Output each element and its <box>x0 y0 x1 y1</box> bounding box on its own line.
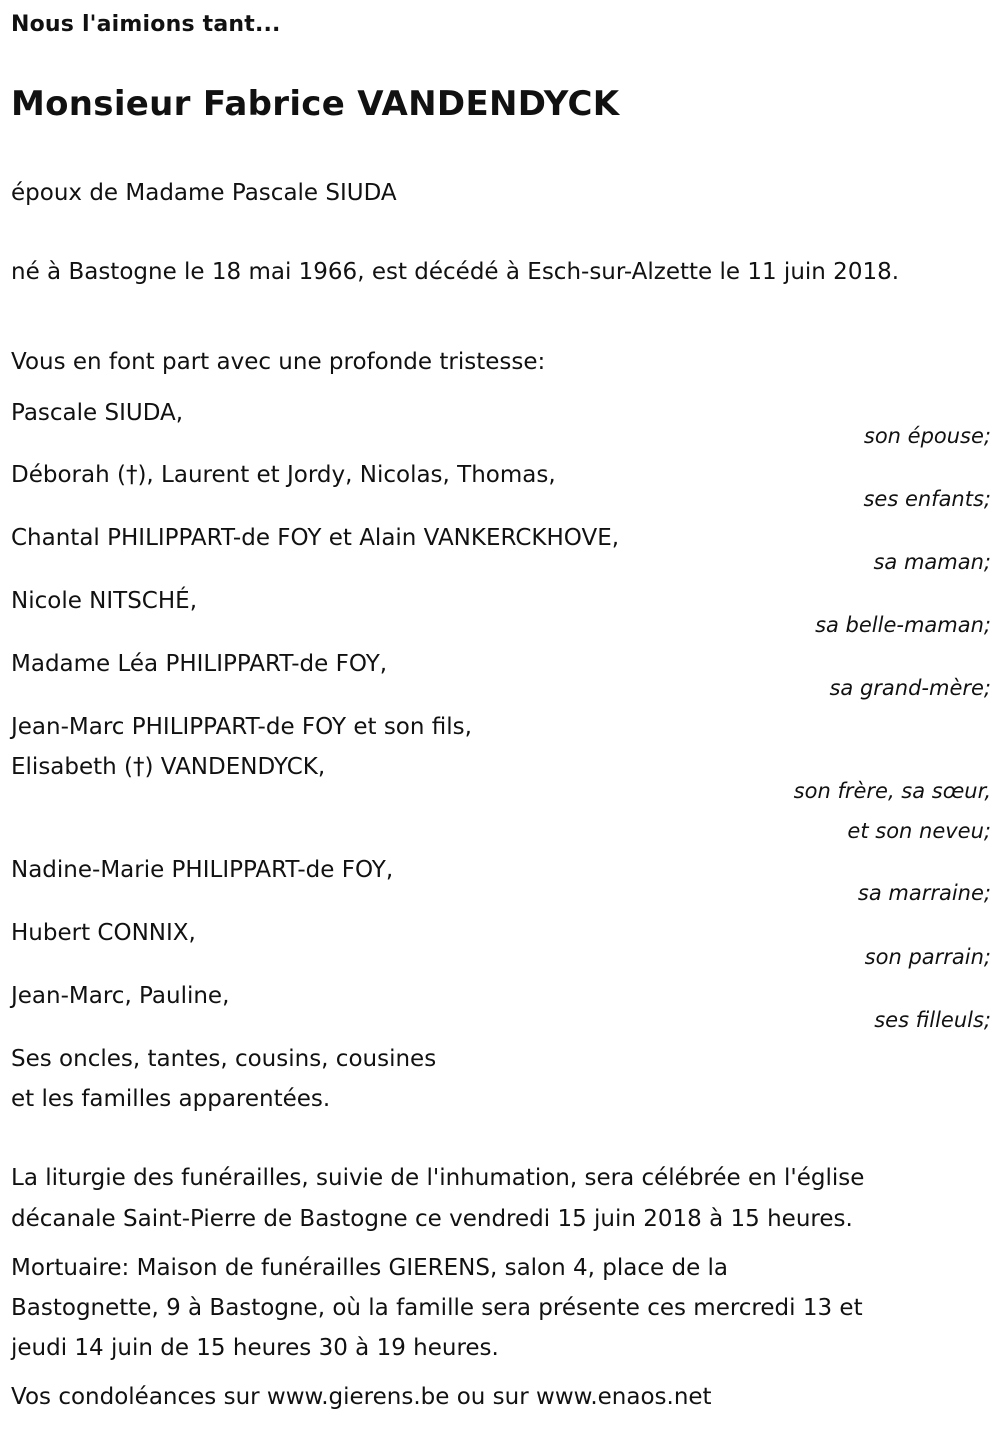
birth-death-line: né à Bastogne le 18 mai 1966, est décédé à Esch-sur-Alzette le 11 juin 2018. <box>11 259 900 285</box>
obituary-page <box>11 0 991 1433</box>
family-name-7: Nadine-Marie PHILIPPART-de FOY, <box>11 857 394 883</box>
family-name-9: Jean-Marc, Pauline, <box>11 983 230 1009</box>
mortuary-line-1: Mortuaire: Maison de funérailles GIERENS, salon 4, place de la <box>11 1255 729 1281</box>
condolences-line: Vos condoléances sur www.gierens.be ou sur www.enaos.net <box>11 1384 712 1410</box>
family-name-3: Chantal PHILIPPART-de FOY et Alain VANKERCKHOVE, <box>11 525 620 551</box>
family-name-8: Hubert CONNIX, <box>11 920 196 946</box>
family-role-6b: et son neveu; <box>847 819 991 843</box>
family-role-1: son épouse; <box>863 424 991 448</box>
extended-family-line-1: Ses oncles, tantes, cousins, cousines <box>11 1046 437 1072</box>
family-name-1: Pascale SIUDA, <box>11 400 184 426</box>
mortuary-line-3: jeudi 14 juin de 15 heures 30 à 19 heures. <box>11 1335 499 1361</box>
family-name-6b: Elisabeth (†) VANDENDYCK, <box>11 754 326 780</box>
family-role-6a: son frère, sa sœur, <box>793 779 991 803</box>
family-name-6a: Jean-Marc PHILIPPART-de FOY et son fils, <box>11 714 472 740</box>
spouse-line: époux de Madame Pascale SIUDA <box>11 180 397 206</box>
family-name-4: Nicole NITSCHÉ, <box>11 588 197 614</box>
family-role-8: son parrain; <box>864 945 991 969</box>
family-role-7: sa marraine; <box>857 881 991 905</box>
family-name-2: Déborah (†), Laurent et Jordy, Nicolas, Thomas, <box>11 462 556 488</box>
funeral-line-2: décanale Saint-Pierre de Bastogne ce vendredi 15 juin 2018 à 15 heures. <box>11 1206 853 1232</box>
intro-heading: Nous l'aimions tant... <box>11 12 281 37</box>
deceased-name: Monsieur Fabrice VANDENDYCK <box>11 84 620 124</box>
extended-family-line-2: et les familles apparentées. <box>11 1086 331 1112</box>
funeral-line-1: La liturgie des funérailles, suivie de l'inhumation, sera célébrée en l'église <box>11 1165 865 1191</box>
family-role-4: sa belle-maman; <box>815 613 991 637</box>
family-name-5: Madame Léa PHILIPPART-de FOY, <box>11 651 388 677</box>
family-role-9: ses filleuls; <box>874 1008 991 1032</box>
family-role-3: sa maman; <box>873 550 991 574</box>
family-role-5: sa grand-mère; <box>829 676 991 700</box>
announcement-line: Vous en font part avec une profonde tristesse: <box>11 349 546 375</box>
family-role-2: ses enfants; <box>863 487 991 511</box>
mortuary-line-2: Bastognette, 9 à Bastogne, où la famille sera présente ces mercredi 13 et <box>11 1295 863 1321</box>
